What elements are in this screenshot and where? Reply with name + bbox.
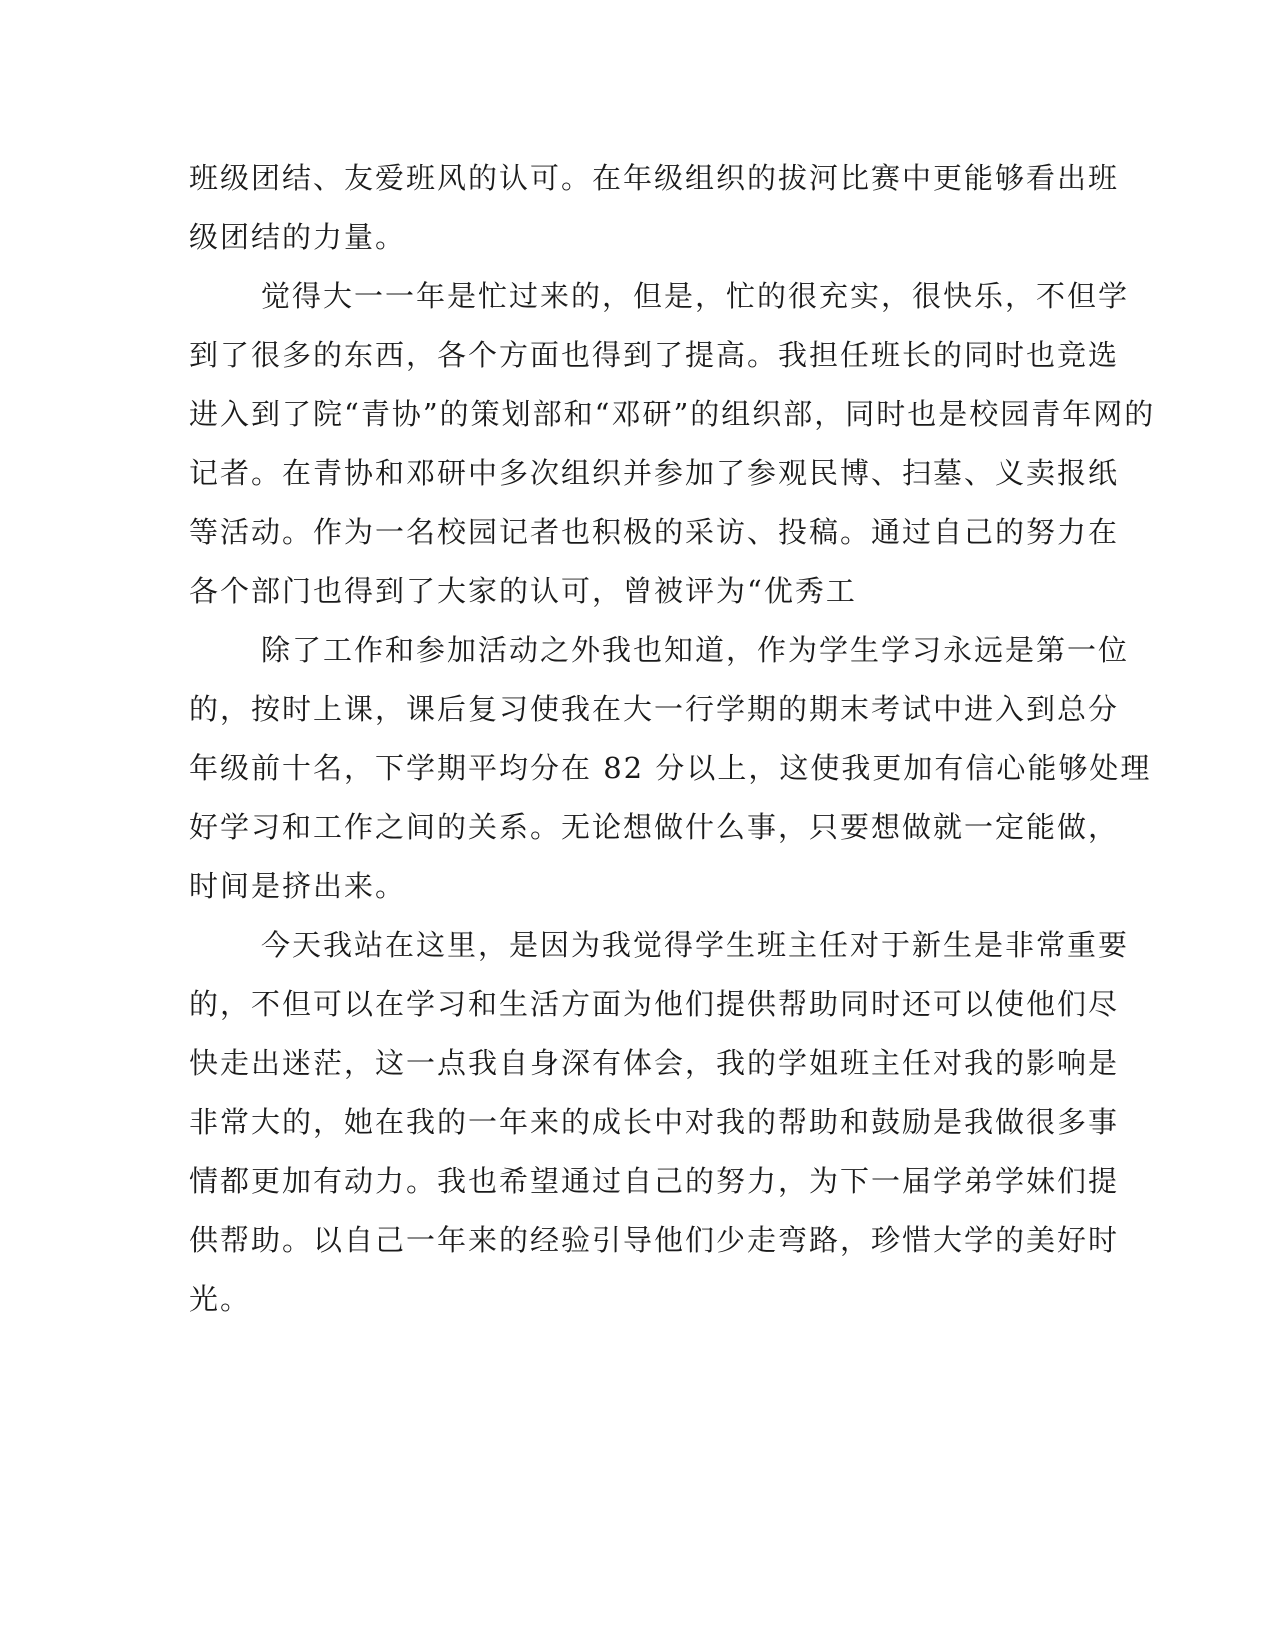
text-line: 非常大的，她在我的一年来的成长中对我的帮助和鼓励是我做很多事	[189, 1105, 1120, 1139]
paragraph-first-line: 觉得大一一年是忙过来的，但是，忙的很充实，很快乐，不但学	[261, 279, 1130, 313]
paragraph-first-line: 今天我站在这里，是因为我觉得学生班主任对于新生是非常重要	[261, 928, 1130, 962]
text-line: 等活动。作为一名校园记者也积极的采访、投稿。通过自己的努力在	[189, 515, 1120, 549]
text-line: 好学习和工作之间的关系。无论想做什么事，只要想做就一定能做，	[189, 810, 1120, 844]
text-line: 进入到了院“青协”的策划部和“邓研”的组织部，同时也是校园青年网的	[189, 397, 1156, 431]
text-line: 光。	[189, 1282, 252, 1316]
text-line: 情都更加有动力。我也希望通过自己的努力，为下一届学弟学妹们提	[189, 1164, 1120, 1198]
text-line: 快走出迷茫，这一点我自身深有体会，我的学姐班主任对我的影响是	[189, 1046, 1120, 1080]
text-line: 的，不但可以在学习和生活方面为他们提供帮助同时还可以使他们尽	[189, 987, 1120, 1021]
text-line: 级团结的力量。	[189, 220, 407, 254]
text-line: 供帮助。以自己一年来的经验引导他们少走弯路，珍惜大学的美好时	[189, 1223, 1120, 1257]
text-line: 班级团结、友爱班风的认可。在年级组织的拔河比赛中更能够看出班	[189, 161, 1120, 195]
text-line: 到了很多的东西，各个方面也得到了提高。我担任班长的同时也竞选	[189, 338, 1120, 372]
text-line: 记者。在青协和邓研中多次组织并参加了参观民博、扫墓、义卖报纸	[189, 456, 1120, 490]
text-line: 各个部门也得到了大家的认可，曾被评为“优秀工	[189, 574, 857, 608]
text-line: 的，按时上课，课后复习使我在大一行学期的期末考试中进入到总分	[189, 692, 1120, 726]
paragraph-first-line: 除了工作和参加活动之外我也知道，作为学生学习永远是第一位	[261, 633, 1130, 667]
text-line: 时间是挤出来。	[189, 869, 407, 903]
text-line: 年级前十名，下学期平均分在 82 分以上，这使我更加有信心能够处理	[189, 751, 1152, 785]
